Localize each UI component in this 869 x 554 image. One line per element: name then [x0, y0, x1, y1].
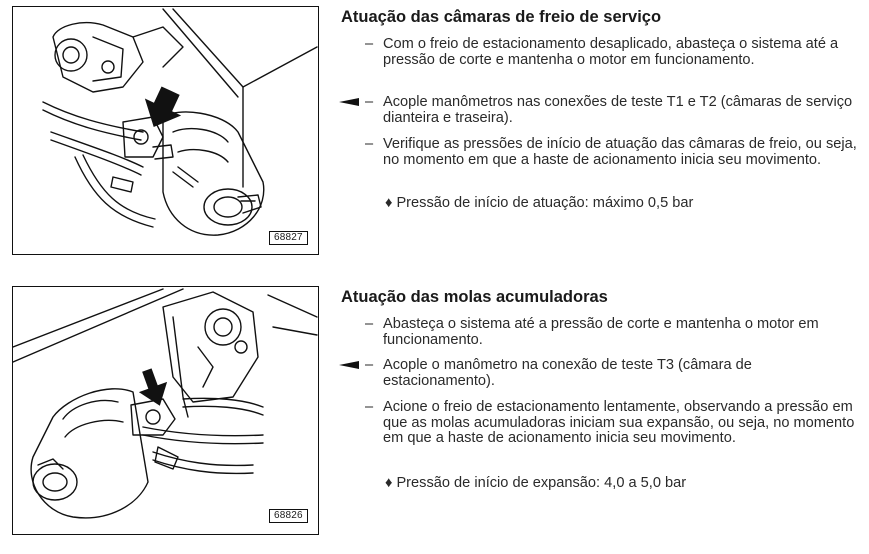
figure-spring-brake-chamber: [12, 286, 319, 535]
instruction-text: Com o freio de estacionamento desaplicado, abasteça o sistema até a pressão de corte e mantenha o motor em funcionamento.: [383, 36, 839, 68]
spec-text: Pressão de início de atuação: máximo 0,5 bar: [396, 195, 694, 211]
instruction-text: Abasteça o sistema até a pressão de corte e mantenha o motor em funcionamento.: [383, 316, 819, 348]
dash-bullet: –: [365, 36, 374, 52]
diamond-bullet-icon: ♦: [385, 475, 393, 491]
section-title: Atuação das câmaras de freio de serviço: [341, 8, 662, 26]
dash-bullet: –: [365, 136, 374, 152]
section-service-brake: [341, 7, 861, 27]
section-spring-brake: [341, 287, 861, 307]
dash-bullet: –: [365, 94, 374, 110]
pointer-arrow-icon: [339, 98, 359, 106]
figure-service-brake-chamber: [12, 6, 319, 255]
dash-bullet: –: [365, 357, 374, 373]
spec-text: Pressão de início de expansão: 4,0 a 5,0 bar: [396, 475, 687, 491]
section-title: Atuação das molas acumuladoras: [341, 288, 608, 306]
instruction-text: Verifique as pressões de início de atuação das câmaras de freio, ou seja, no momento em que a haste de acionamento inicia seu movimento.: [383, 136, 857, 168]
instruction-text: Acople manômetros nas conexões de teste T1 e T2 (câmaras de serviço dianteira e traseira).: [383, 94, 853, 126]
diamond-bullet-icon: ♦: [385, 195, 393, 211]
dash-bullet: –: [365, 399, 374, 415]
pointer-arrow-icon: [339, 361, 359, 369]
instruction-text: Acione o freio de estacionamento lentamente, observando a pressão em que as molas acumuladoras iniciam sua expansão, ou seja, no momento em que a haste de acionamento inicia seu movimento.: [383, 399, 855, 447]
brake-chamber-illustration: [13, 7, 318, 254]
dash-bullet: –: [365, 316, 374, 332]
figure-number: 68827: [269, 231, 308, 245]
figure-number: 68826: [269, 509, 308, 523]
spring-chamber-illustration: [13, 287, 318, 534]
instruction-text: Acople o manômetro na conexão de teste T3 (câmara de estacionamento).: [383, 357, 752, 389]
